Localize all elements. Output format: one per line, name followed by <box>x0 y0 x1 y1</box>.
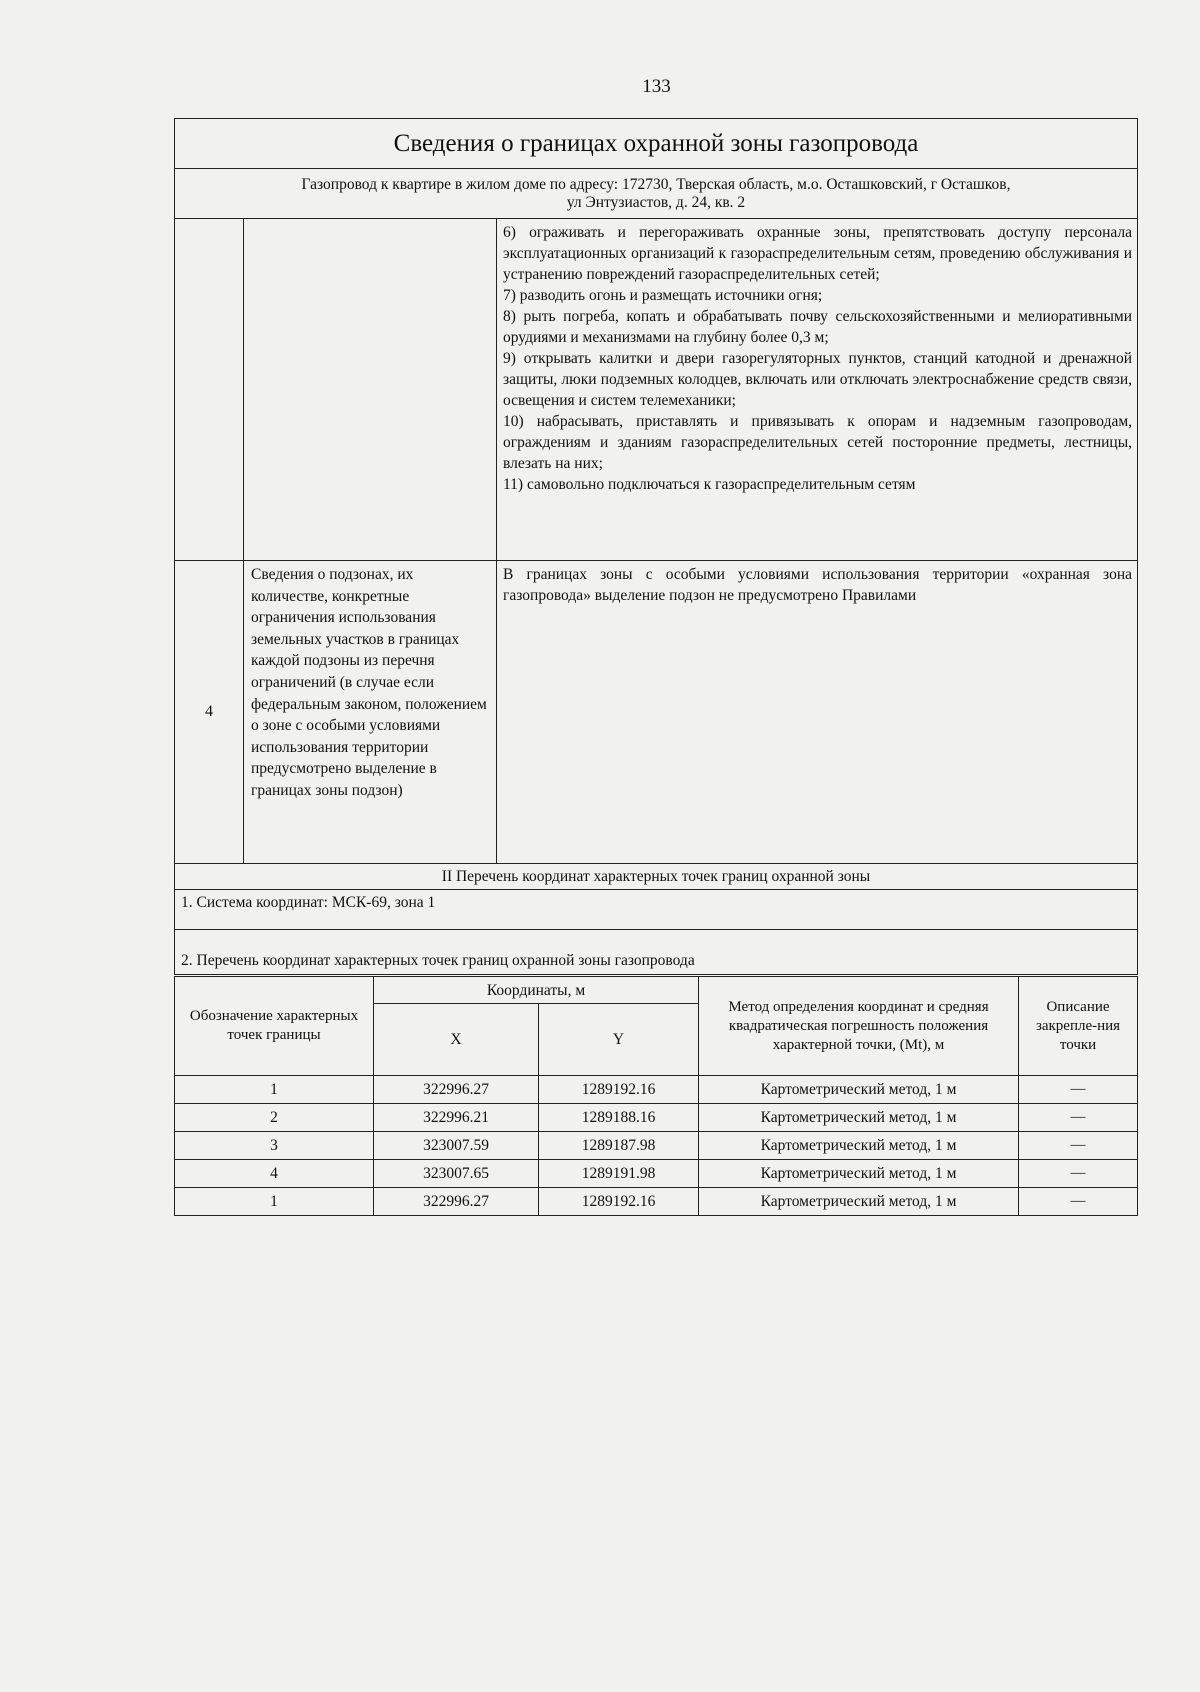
point-id: 2 <box>175 1104 374 1132</box>
continuation-label-cell <box>244 219 497 561</box>
restriction-item: 9) открывать калитки и двери газорегуляторных пунктов, станций катодной и дренажной защиты, люки подземных колодцев, включать или отключать электроснабжение средств связи, освещения и систем телемеханики; <box>503 350 1133 409</box>
header-point: Обозначение характерных точек границы <box>175 977 374 1076</box>
point-id: 4 <box>175 1160 374 1188</box>
row-number: 4 <box>175 561 244 864</box>
page-number: 133 <box>642 76 671 97</box>
table-row <box>175 1132 1138 1160</box>
method: Картометрический метод, 1 м <box>699 1104 1019 1132</box>
method: Картометрический метод, 1 м <box>699 1132 1019 1160</box>
header-coordinates: Координаты, м <box>374 977 699 1004</box>
y-coordinate: 1289187.98 <box>539 1132 699 1160</box>
restriction-item: 10) набрасывать, приставлять и привязывать к опорам и надземным газопроводам, ограждениям и зданиям газораспределительных сетей посторонние предметы, лестницы, влезать на них; <box>503 413 1133 472</box>
header-description: Описание закрепле-ния точки <box>1019 977 1138 1076</box>
table-row <box>175 1160 1138 1188</box>
point-id: 1 <box>175 1076 374 1104</box>
table-row <box>175 1076 1138 1104</box>
x-coordinate: 322996.27 <box>374 1076 539 1104</box>
x-coordinate: 323007.65 <box>374 1160 539 1188</box>
object-address <box>175 169 1138 219</box>
header-y: Y <box>539 1004 699 1076</box>
coordinate-system: 1. Система координат: МСК-69, зона 1 <box>175 890 1138 930</box>
object-address-line-2: ул Энтузиастов, д. 24, кв. 2 <box>566 193 746 211</box>
method: Картометрический метод, 1 м <box>699 1188 1019 1216</box>
restrictions-list <box>497 219 1138 561</box>
x-coordinate: 323007.59 <box>374 1132 539 1160</box>
point-description: — <box>1019 1188 1138 1216</box>
point-description: — <box>1019 1104 1138 1132</box>
y-coordinate: 1289191.98 <box>539 1160 699 1188</box>
x-coordinate: 322996.21 <box>374 1104 539 1132</box>
y-coordinate: 1289192.16 <box>539 1076 699 1104</box>
method: Картометрический метод, 1 м <box>699 1160 1019 1188</box>
restriction-item: 11) самовольно подключаться к газораспределительным сетям <box>503 476 916 493</box>
subzones-value <box>497 561 1138 864</box>
point-id: 1 <box>175 1188 374 1216</box>
point-description: — <box>1019 1132 1138 1160</box>
restriction-item: 6) ограживать и перегораживать охранные зоны, препятствовать доступу персонала эксплуатационных организаций к газораспределительным сетям, проведению обслуживания и устранению повреждений газораспределительных сетей; <box>503 224 1133 283</box>
subzones-value-text: В границах зоны с особыми условиями использования территории «охранная зона газопровода» выделение подзон не предусмотрено Правилами <box>503 566 1133 604</box>
point-id: 3 <box>175 1132 374 1160</box>
table-row <box>175 1104 1138 1132</box>
table-row <box>175 1188 1138 1216</box>
header-x: X <box>374 1004 539 1076</box>
zone-info-table <box>174 118 1138 975</box>
header-method-text: Метод определения координат и средняя квадратическая погрешность положения характерной точки, (Mt), м <box>728 998 989 1053</box>
object-address-line-1: Газопровод к квартире в жилом доме по адресу: 172730, Тверская область, м.о. Осташковский, г Осташков, <box>301 175 1011 193</box>
continuation-number-cell <box>175 219 244 561</box>
subzones-label: Сведения о подзонах, их количестве, конкретные ограничения использования земельных участков в границах каждой подзоны из перечня ограничений (в случае если федеральным законом, положением о зоне с особыми условиями использования территории предусмотрено выделение в границах зоны подзон) <box>244 561 497 864</box>
y-coordinate: 1289188.16 <box>539 1104 699 1132</box>
document-title: Сведения о границах охранной зоны газопровода <box>175 119 1138 169</box>
x-coordinate: 322996.27 <box>374 1188 539 1216</box>
point-description: — <box>1019 1160 1138 1188</box>
y-coordinate: 1289192.16 <box>539 1188 699 1216</box>
section-2-title: II Перечень координат характерных точек границ охранной зоны <box>175 864 1138 890</box>
coordinates-table <box>174 976 1138 1216</box>
method: Картометрический метод, 1 м <box>699 1076 1019 1104</box>
coordinate-list-title: 2. Перечень координат характерных точек границ охранной зоны газопровода <box>175 930 1138 975</box>
restriction-item: 8) рыть погреба, копать и обрабатывать почву сельскохозяйственными и мелиоративными орудиями и механизмами на глубину более 0,3 м; <box>503 308 1133 346</box>
restriction-item: 7) разводить огонь и размещать источники огня; <box>503 287 823 304</box>
header-method <box>699 977 1019 1076</box>
point-description: — <box>1019 1076 1138 1104</box>
